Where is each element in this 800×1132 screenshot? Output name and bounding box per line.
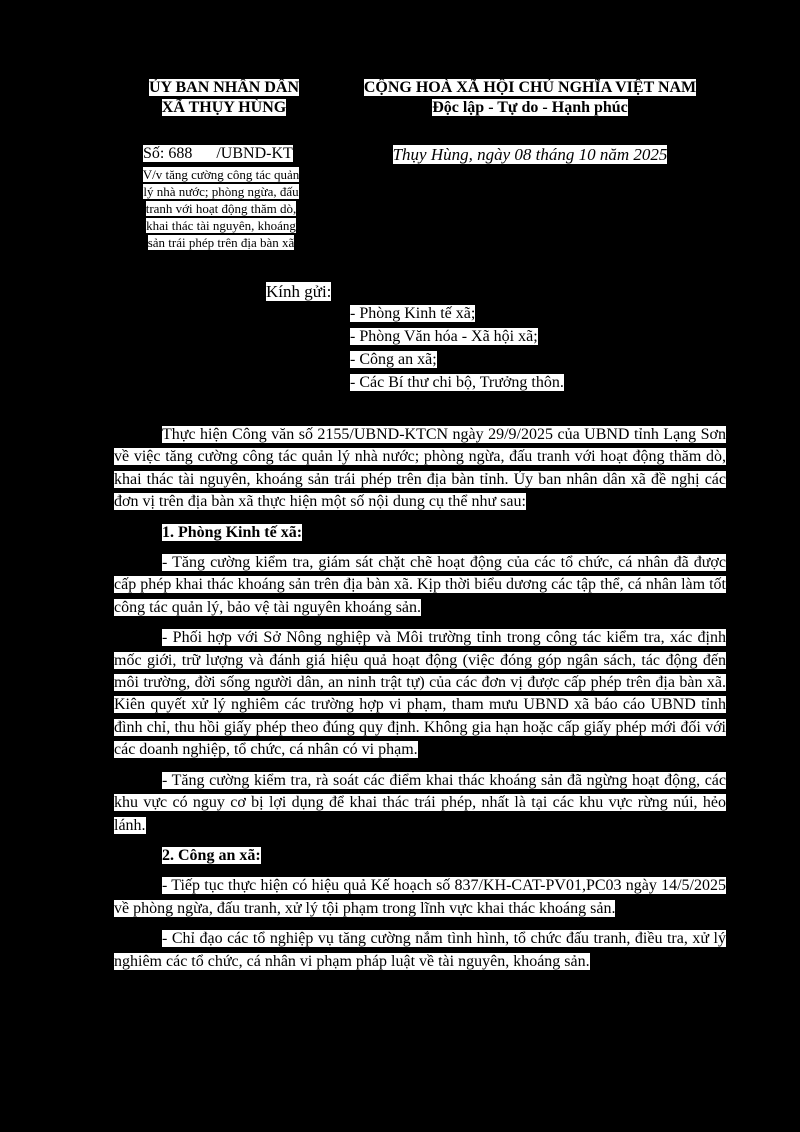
section-1-paragraph <box>114 627 726 761</box>
section-2-heading-text: 2. Công an xã: <box>162 846 261 864</box>
recipient-item: - Phòng Kinh tế xã; <box>350 305 476 322</box>
recipient-label <box>266 282 331 302</box>
document-body <box>114 424 726 973</box>
recipient-label-text: Kính gửi: <box>266 282 332 301</box>
document-date <box>340 145 720 165</box>
paragraph-text: - Tiếp tục thực hiện có hiệu quả Kế hoạch số 837/KH-CAT-PV01,PC03 ngày 14/5/2025 về phòng ngừa, đấu tranh, xử lý tội phạm trong lĩnh vực khai thác khoáng sản. <box>114 877 726 917</box>
section-2-paragraph <box>114 875 726 920</box>
motto-line: Độc lập - Tự do - Hạnh phúc <box>432 99 628 116</box>
recipient-list <box>350 302 564 394</box>
paragraph-text: - Chỉ đạo các tổ nghiệp vụ tăng cường nắm tình hình, tổ chức đấu tranh, điều tra, xử lý nghiêm các tổ chức, cá nhân vi phạm pháp luật về tài nguyên, khoáng sản. <box>114 930 726 970</box>
section-1-heading-text: 1. Phòng Kinh tế xã: <box>162 523 303 541</box>
recipient-item: - Phòng Văn hóa - Xã hội xã; <box>350 328 538 345</box>
intro-paragraph <box>114 424 726 514</box>
country-name: CỘNG HOÀ XÃ HỘI CHỦ NGHĨA VIỆT NAM <box>363 79 697 96</box>
paragraph-text: - Tăng cường kiểm tra, rà soát các điểm khai thác khoáng sản đã ngừng hoạt động, các khu vực có nguy cơ bị lợi dụng để khai thác trái phép, nhất là tại các khu vực rừng núi, hẻo lánh. <box>114 771 726 834</box>
intro-text: Thực hiện Công văn số 2155/UBND-KTCN ngày 29/9/2025 của UBND tỉnh Lạng Sơn về việc tăng cường công tác quản lý nhà nước; phòng ngừa, đấu tranh với hoạt động thăm dò, khai thác tài nguyên, khoáng sản trái phép trên địa bàn tỉnh. Ủy ban nhân dân xã đề nghị các đơn vị trên địa bàn xã thực hiện một số nội dung cụ thể như sau: <box>114 426 726 511</box>
recipient-item: - Các Bí thư chi bộ, Trưởng thôn. <box>350 374 564 391</box>
subject-line: khai thác tài nguyên, khoáng <box>146 218 296 233</box>
agency-line-2: XÃ THỤY HÙNG <box>161 99 287 116</box>
subject-line: tranh với hoạt động thăm dò, <box>145 201 297 216</box>
document-number <box>143 145 333 163</box>
subject-line: lý nhà nước; phòng ngừa, đấu <box>143 184 299 199</box>
section-1-paragraph <box>114 770 726 837</box>
paragraph-text: - Tăng cường kiểm tra, giám sát chặt chẽ hoạt động của các tổ chức, cá nhân đã được cấp phép khai thác khoáng sản trên địa bàn xã. Kịp thời biểu dương các tập thể, cá nhân làm tốt công tác quản lý, bảo vệ tài nguyên khoáng sản. <box>114 554 726 616</box>
section-1-paragraph <box>114 552 726 619</box>
recipient-item: - Công an xã; <box>350 351 437 368</box>
agency-line-1: ỦY BAN NHÂN DÂN <box>148 79 300 96</box>
section-2-paragraph <box>114 928 726 973</box>
section-1-heading <box>114 522 726 544</box>
document-number-text: Số: 688 /UBND-KT <box>143 145 293 162</box>
section-2-heading <box>114 845 726 867</box>
document-date-text: Thụy Hùng, ngày 08 tháng 10 năm 2025 <box>392 145 668 164</box>
subject-line: V/v tăng cường công tác quản <box>142 167 300 182</box>
national-motto <box>338 78 722 118</box>
subject-line: sản trái phép trên địa bàn xã <box>147 235 295 250</box>
paragraph-text: - Phối hợp với Sở Nông nghiệp và Môi trường tỉnh trong công tác kiểm tra, xác định mốc giới, trữ lượng và đánh giá hiệu quả hoạt động (việc đóng góp ngân sách, tác động đến môi trường, đời sống người dân, an ninh trật tự) của các đơn vị được cấp phép trên địa bàn xã. Kiên quyết xử lý nghiêm các trường hợp vi phạm, tham mưu UBND xã báo cáo UBND tỉnh đình chỉ, thu hồi giấy phép theo đúng quy định. Không gia hạn hoặc cấp giấy phép mới đối với các doanh nghiệp, tổ chức, cá nhân có vi phạm. <box>114 629 726 759</box>
issuing-agency <box>128 78 320 118</box>
document-subject <box>118 166 324 251</box>
